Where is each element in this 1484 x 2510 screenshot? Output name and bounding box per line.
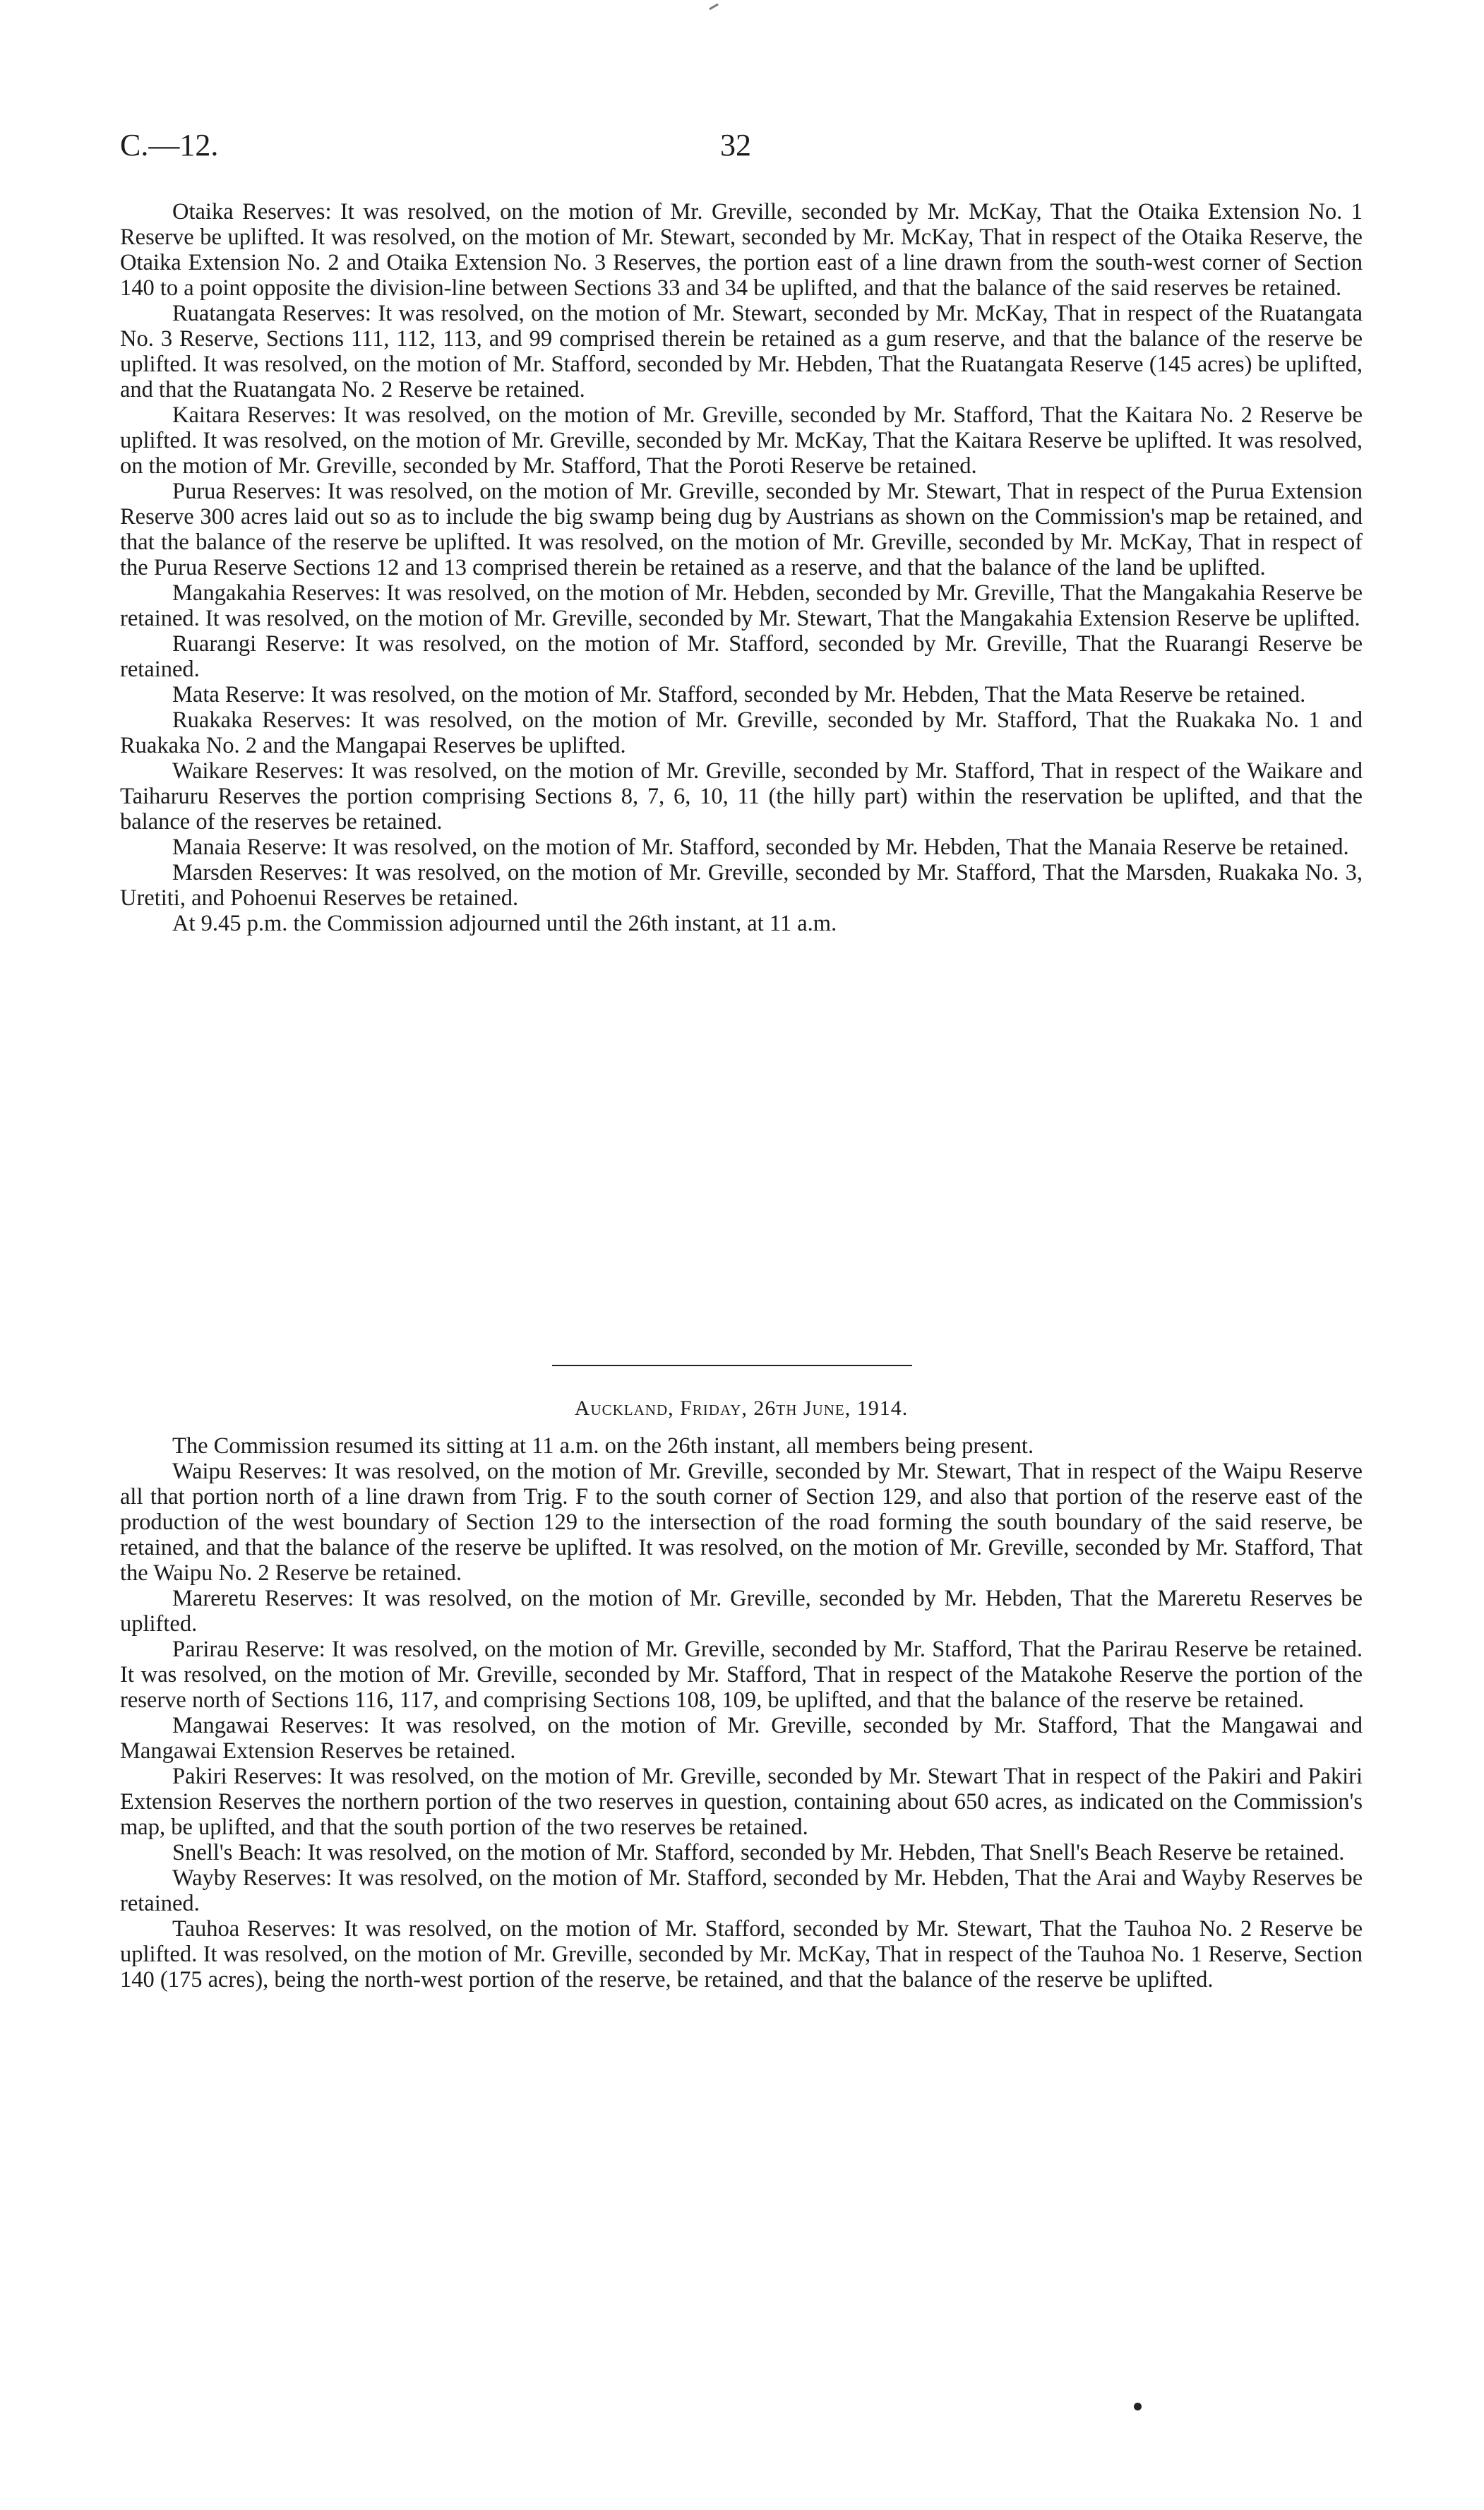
page-number: 32	[720, 128, 751, 162]
paragraph-mangawai-reserves: Mangawai Reserves: It was resolved, on the motion of Mr. Greville, seconded by Mr. Stafford, That the Mangawai and Mangawai Extension Reserves be retained.	[120, 1713, 1363, 1764]
paragraph-ruakaka-reserves: Ruakaka Reserves: It was resolved, on the motion of Mr. Greville, seconded by Mr. Stafford, That the Ruakaka No. 1 and Ruakaka No. 2 and the Mangapai Reserves be uplifted.	[120, 707, 1363, 758]
section-divider	[552, 1365, 912, 1366]
paragraph-waipu-reserves: Waipu Reserves: It was resolved, on the motion of Mr. Greville, seconded by Mr. Stewart, That in respect of the Waipu Reserve all that portion north of a line drawn from Trig. F to the south corner of Section 129, and also that portion of the reserve east of the production of the west boundary of Section 129 to the intersection of the road forming the south boundary of the said reserve, be retained, and that the balance of the reserve be uplifted. It was resolved, on the motion of Mr. Greville, seconded by Mr. Stafford, That the Waipu No. 2 Reserve be retained.	[120, 1459, 1363, 1586]
paragraph-commission-resumed: The Commission resumed its sitting at 11 a.m. on the 26th instant, all members being present.	[172, 1433, 1034, 1459]
paragraph-mata-reserve: Mata Reserve: It was resolved, on the motion of Mr. Stafford, seconded by Mr. Hebden, That the Mata Reserve be retained.	[172, 682, 1306, 707]
sitting-date-heading: Auckland, Friday, 26th June, 1914.	[574, 1397, 909, 1420]
paragraph-purua-reserves: Purua Reserves: It was resolved, on the motion of Mr. Greville, seconded by Mr. Stewart, That in respect of the Purua Extension Reserve 300 acres laid out so as to include the big swamp being dug by Austrians as shown on the Commission's map be retained, and that the balance of the reserve be uplifted. It was resolved, on the motion of Mr. Greville, seconded by Mr. McKay, That in respect of the Purua Reserve Sections 12 and 13 comprised therein be retained as a reserve, and that the balance of the land be uplifted.	[120, 479, 1363, 580]
minutes-block-first-sitting	[120, 199, 1363, 936]
page-header	[120, 127, 1363, 169]
stray-mark	[709, 4, 719, 11]
paragraph-mangakahia-reserves: Mangakahia Reserves: It was resolved, on the motion of Mr. Hebden, seconded by Mr. Greville, That the Mangakahia Reserve be retained. It was resolved, on the motion of Mr. Greville, seconded by Mr. Stewart, That the Mangakahia Extension Reserve be uplifted.	[120, 580, 1363, 631]
paragraph-snells-beach: Snell's Beach: It was resolved, on the motion of Mr. Stafford, seconded by Mr. Hebden, That Snell's Beach Reserve be retained.	[172, 1840, 1345, 1865]
paragraph-manaia-reserve: Manaia Reserve: It was resolved, on the motion of Mr. Stafford, seconded by Mr. Hebden, That the Manaia Reserve be retained.	[172, 835, 1349, 860]
paragraph-mareretu-reserves: Mareretu Reserves: It was resolved, on the motion of Mr. Greville, seconded by Mr. Hebden, That the Mareretu Reserves be uplifted.	[120, 1586, 1363, 1637]
paragraph-marsden-reserves: Marsden Reserves: It was resolved, on the motion of Mr. Greville, seconded by Mr. Stafford, That the Marsden, Ruakaka No. 3, Uretiti, and Pohoenui Reserves be retained.	[120, 860, 1363, 911]
paragraph-kaitara-reserves: Kaitara Reserves: It was resolved, on the motion of Mr. Greville, seconded by Mr. Stafford, That the Kaitara No. 2 Reserve be uplifted. It was resolved, on the motion of Mr. Greville, seconded by Mr. McKay, That the Kaitara Reserve be uplifted. It was resolved, on the motion of Mr. Greville, seconded by Mr. Stafford, That the Poroti Reserve be retained.	[120, 402, 1363, 479]
paragraph-wayby-reserves: Wayby Reserves: It was resolved, on the motion of Mr. Stafford, seconded by Mr. Hebden, That the Arai and Wayby Reserves be retained.	[120, 1865, 1363, 1916]
document-reference: C.—12.	[120, 128, 219, 162]
paragraph-pakiri-reserves: Pakiri Reserves: It was resolved, on the motion of Mr. Greville, seconded by Mr. Stewart That in respect of the Pakiri and Pakiri Extension Reserves the northern portion of the two reserves in question, containing about 650 acres, as indicated on the Commission's map, be uplifted, and that the south portion of the two reserves be retained.	[120, 1764, 1363, 1840]
paragraph-tauhoa-reserves: Tauhoa Reserves: It was resolved, on the motion of Mr. Stafford, seconded by Mr. Stewart, That the Tauhoa No. 2 Reserve be uplifted. It was resolved, on the motion of Mr. Greville, seconded by Mr. McKay, That in respect of the Tauhoa No. 1 Reserve, Section 140 (175 acres), being the north-west portion of the reserve, be retained, and that the balance of the reserve be uplifted.	[120, 1916, 1363, 1992]
ink-dot	[1134, 2403, 1142, 2410]
paragraph-waikare-reserves: Waikare Reserves: It was resolved, on the motion of Mr. Greville, seconded by Mr. Stafford, That in respect of the Waikare and Taiharuru Reserves the portion comprising Sections 8, 7, 6, 10, 11 (the hilly part) within the reservation be uplifted, and that the balance of the reserves be retained.	[120, 758, 1363, 835]
paragraph-parirau-reserve: Parirau Reserve: It was resolved, on the motion of Mr. Greville, seconded by Mr. Stafford, That the Parirau Reserve be retained. It was resolved, on the motion of Mr. Greville, seconded by Mr. Stafford, That in respect of the Matakohe Reserve the portion of the reserve north of Sections 116, 117, and comprising Sections 108, 109, be uplifted, and that the balance of the reserve be retained.	[120, 1637, 1363, 1713]
minutes-block-second-sitting	[120, 1433, 1363, 1992]
paragraph-ruatangata-reserves: Ruatangata Reserves: It was resolved, on the motion of Mr. Stewart, seconded by Mr. McKay, That in respect of the Ruatangata No. 3 Reserve, Sections 111, 112, 113, and 99 comprised therein be retained as a gum reserve, and that the balance of the reserve be uplifted. It was resolved, on the motion of Mr. Stafford, seconded by Mr. Hebden, That the Ruatangata Reserve (145 acres) be uplifted, and that the Ruatangata No. 2 Reserve be retained.	[120, 301, 1363, 402]
paragraph-otaika-reserves: Otaika Reserves: It was resolved, on the motion of Mr. Greville, seconded by Mr. McKay, That the Otaika Extension No. 1 Reserve be uplifted. It was resolved, on the motion of Mr. Stewart, seconded by Mr. McKay, That in respect of the Otaika Reserve, the Otaika Extension No. 2 and Otaika Extension No. 3 Reserves, the portion east of a line drawn from the south-west corner of Section 140 to a point opposite the division-line between Sections 33 and 34 be uplifted, and that the balance of the said reserves be retained.	[120, 199, 1363, 301]
paragraph-ruarangi-reserve: Ruarangi Reserve: It was resolved, on the motion of Mr. Stafford, seconded by Mr. Greville, That the Ruarangi Reserve be retained.	[120, 631, 1363, 682]
paragraph-adjournment: At 9.45 p.m. the Commission adjourned until the 26th instant, at 11 a.m.	[172, 911, 837, 936]
